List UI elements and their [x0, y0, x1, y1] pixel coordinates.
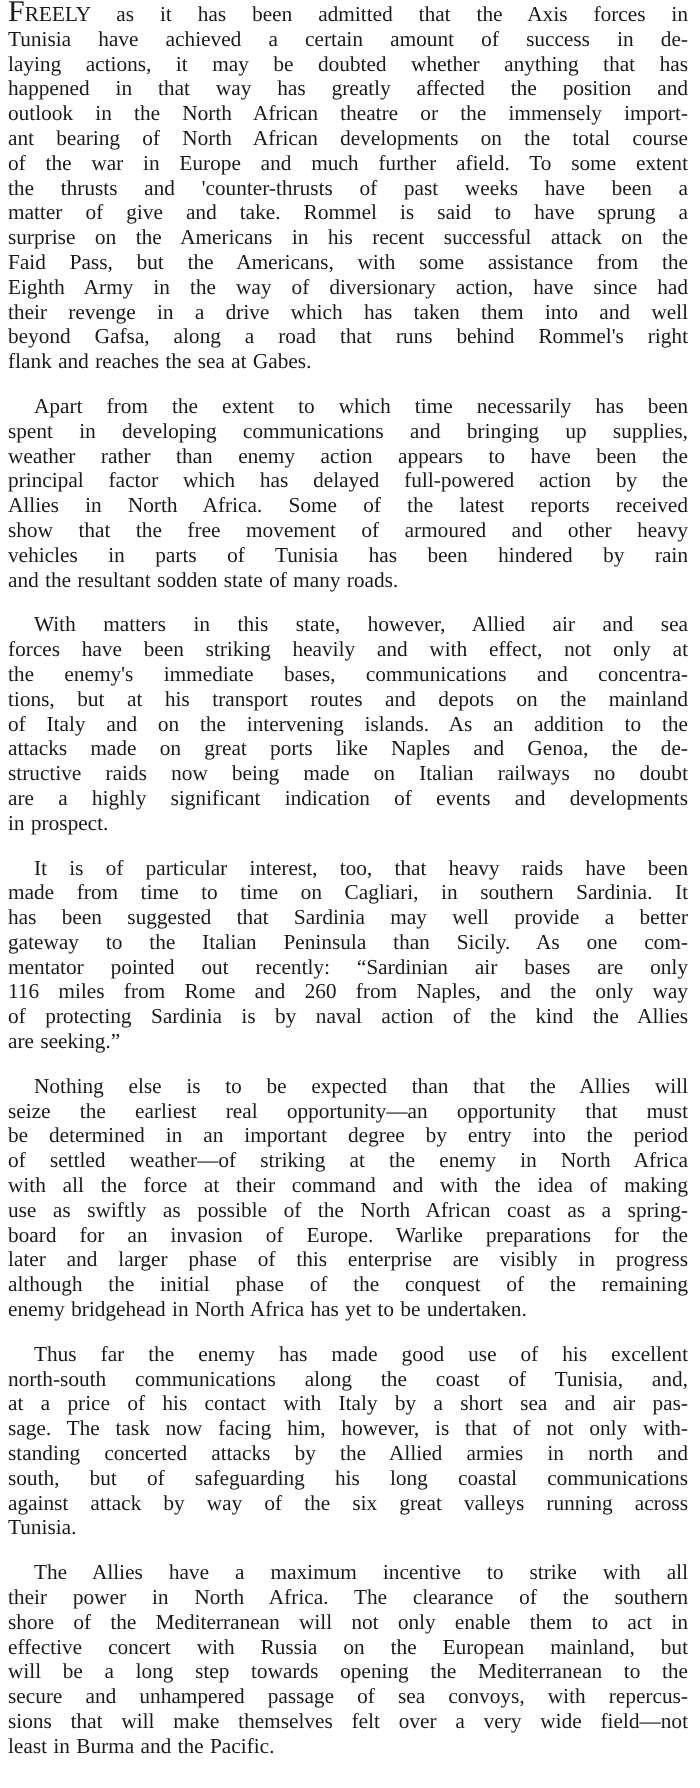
text-line: made from time to time on Cagliari, in southern Sardinia. It [8, 880, 688, 905]
text-line: flank and reaches the sea at Gabes. [8, 349, 312, 374]
text-line: are a highly significant indication of events and developments [8, 785, 688, 810]
text-line: use as swiftly as possible of the North African coast as a spring- [8, 1197, 688, 1222]
text-line: with all the force at their command and with the idea of making [8, 1173, 688, 1198]
text-line: has been suggested that Sardinia may well provide a better [8, 905, 688, 930]
text-line: show that the free movement of armoured and other heavy [8, 517, 688, 542]
paragraph-2 [8, 394, 688, 592]
text-line: in prospect. [8, 810, 109, 835]
text-line: north-south communications along the coast of Tunisia, and, [8, 1366, 688, 1391]
text-line: the enemy's immediate bases, communications and concentra- [8, 661, 688, 686]
text-line: spent in developing communications and bringing up supplies, [8, 418, 688, 443]
text-line: board for an invasion of Europe. Warlike preparations for the [8, 1222, 688, 1247]
text-line: seize the earliest real opportunity—an opportunity that must [8, 1098, 688, 1123]
text-line: structive raids now being made on Italian railways no doubt [8, 761, 688, 786]
text-line: standing concerted attacks by the Allied armies in north and [8, 1441, 688, 1466]
text-line: their revenge in a drive which has taken them into and well [8, 299, 688, 324]
text-line: laying actions, it may be doubted whether anything that has [8, 51, 688, 76]
text-line: principal factor which has delayed full-powered action by the [8, 468, 688, 493]
text-line: With matters in this state, however, Allied air and sea [34, 612, 688, 637]
text-line: Tunisia have achieved a certain amount of success in de- [8, 26, 688, 51]
text-line: attacks made on great ports like Naples and Genoa, the de- [8, 736, 688, 761]
text-line: Nothing else is to be expected than that the Allies will [34, 1073, 688, 1098]
text-line: effective concert with Russia on the European mainland, but [8, 1634, 688, 1659]
text-line: and the resultant sodden state of many roads. [8, 567, 399, 592]
paragraph-4 [8, 856, 688, 1054]
text-line: of settled weather—of striking at the enemy in North Africa [8, 1148, 688, 1173]
text-line: Apart from the extent to which time necessarily has been [34, 393, 688, 418]
text-line: at a price of his contact with Italy by a short sea and air pas- [8, 1391, 688, 1416]
text-line: of protecting Sardinia is by naval action of the kind the Allies [8, 1004, 688, 1029]
text-line: of the war in Europe and much further afield. To some extent [8, 150, 688, 175]
paragraph-3 [8, 612, 688, 835]
paragraph-5 [8, 1074, 688, 1322]
text-line: least in Burma and the Pacific. [8, 1733, 275, 1758]
text-line: shore of the Mediterranean will not only enable them to act in [8, 1609, 688, 1634]
text-line: Thus far the enemy has made good use of his excellent [34, 1341, 688, 1366]
text-line: surprise on the Americans in his recent successful attack on the [8, 225, 688, 250]
text-line: beyond Gafsa, along a road that runs behind Rommel's right [8, 324, 688, 349]
text-line: tions, but at his transport routes and depots on the mainland [8, 686, 688, 711]
text-line: of Italy and on the intervening islands. As an addition to the [8, 711, 688, 736]
text-line: against attack by way of the six great valleys running across [8, 1490, 688, 1515]
paragraph-6 [8, 1342, 688, 1540]
text-line: secure and unhampered passage of sea convoys, with repercus- [8, 1684, 688, 1709]
text-line: happened in that way has greatly affected the position and [8, 76, 688, 101]
text-line: although the initial phase of the conquest of the remaining [8, 1272, 688, 1297]
drop-cap-letter: F [8, 0, 25, 28]
text-line: later and larger phase of this enterprise are visibly in progress [8, 1247, 688, 1272]
text-line: ant bearing of North African developments on the total course [8, 125, 688, 150]
text-line: Tunisia. [8, 1515, 77, 1540]
text-line: are seeking.” [8, 1029, 121, 1054]
paragraph-7 [8, 1560, 688, 1758]
text-line: Eighth Army in the way of diversionary action, have since had [8, 274, 688, 299]
text-line: 116 miles from Rome and 260 from Naples, and the only way [8, 979, 688, 1004]
text-line: forces have been striking heavily and with effect, not only at [8, 637, 688, 662]
text-line: outlook in the North African theatre or the immensely import- [8, 101, 688, 126]
text-line: the thrusts and 'counter-thrusts of past weeks have been a [8, 175, 688, 200]
text-line: enemy bridgehead in North Africa has yet to be undertaken. [8, 1297, 527, 1322]
text-line: vehicles in parts of Tunisia has been hindered by rain [8, 542, 688, 567]
paragraph-1 [8, 0, 688, 374]
text-line: sage. The task now facing him, however, is that of not only with- [8, 1416, 688, 1441]
text-line: matter of give and take. Rommel is said to have sprung a [8, 200, 688, 225]
text-line: sions that will make themselves felt over a very wide field—not [8, 1709, 688, 1733]
text-line: The Allies have a maximum incentive to strike with all [34, 1560, 688, 1585]
text-line: FREELY as it has been admitted that the Axis forces in [8, 0, 688, 27]
text-line: mentator pointed out recently: “Sardinian air bases are only [8, 954, 688, 979]
text-line: be determined in an important degree by entry into the period [8, 1123, 688, 1148]
text-line: their power in North Africa. The clearance of the southern [8, 1585, 688, 1610]
text-line: Allies in North Africa. Some of the latest reports received [8, 493, 688, 518]
text-line: It is of particular interest, too, that heavy raids have been [34, 855, 688, 880]
text-line: gateway to the Italian Peninsula than Sicily. As one com- [8, 929, 688, 954]
text-line: will be a long step towards opening the Mediterranean to the [8, 1659, 688, 1684]
text-line: weather rather than enemy action appears to have been the [8, 443, 688, 468]
text-line: south, but of safeguarding his long coastal communications [8, 1465, 688, 1490]
text-line: Faid Pass, but the Americans, with some assistance from the [8, 249, 688, 274]
